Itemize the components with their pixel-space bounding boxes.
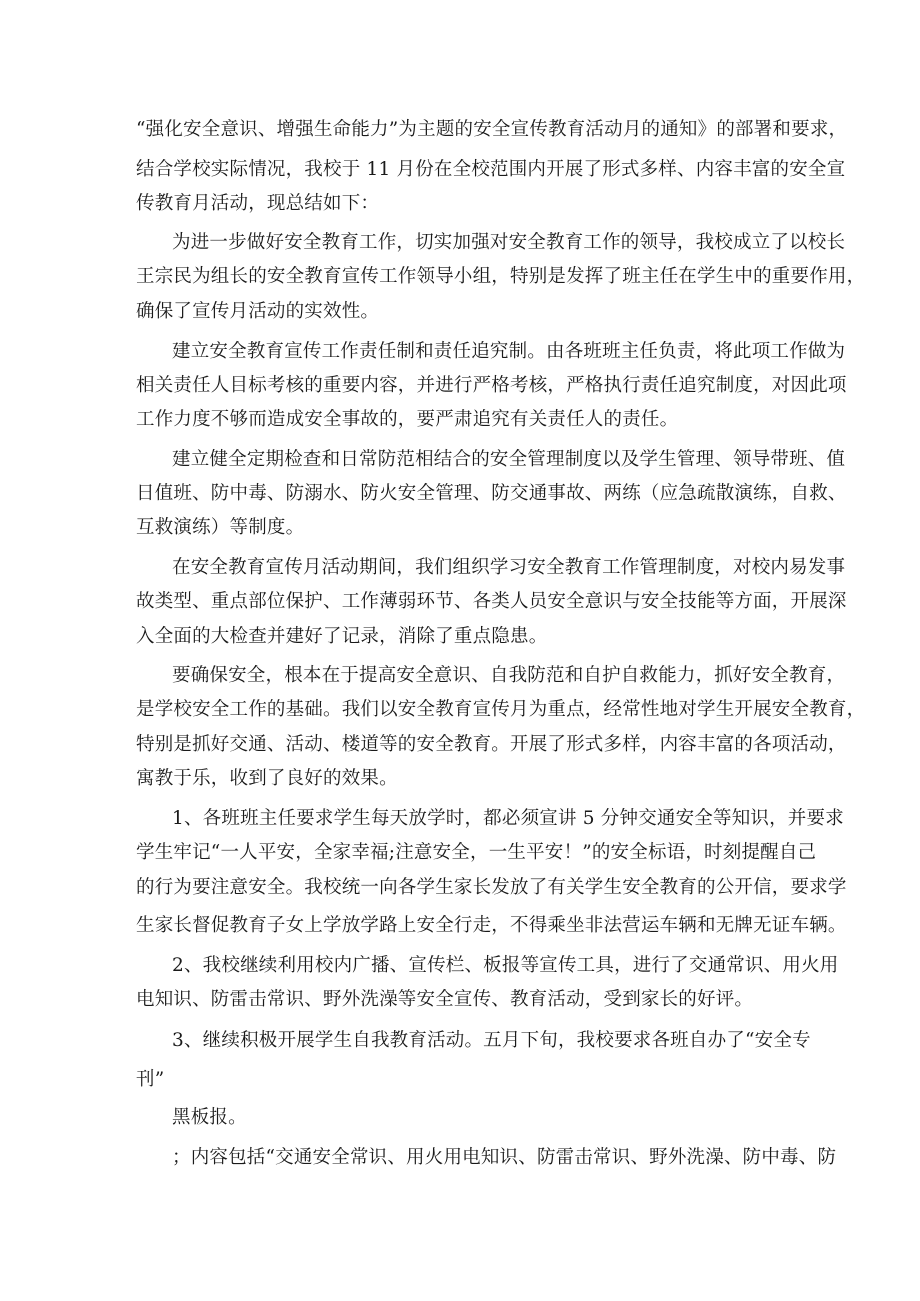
text-line: 3、继续积极开展学生自我教育活动。五月下旬，我校要求各班自办了“安全专 xyxy=(172,1030,811,1051)
text-line: 故类型、重点部位保护、工作薄弱环节、各类人员安全意识与安全技能等方面，开展深 xyxy=(136,591,847,612)
text-line: 生家长督促教育子女上学放学路上安全行走，不得乘坐非法营运车辆和无牌无证车辆。 xyxy=(136,915,847,936)
text-line: “强化安全意识、增强生命能力”为主题的安全宣传教育活动月的通知》的部署和要求， xyxy=(136,119,848,140)
text-line: 结合学校实际情况，我校于 11 月份在全校范围内开展了形式多样、内容丰富的安全宣 xyxy=(136,159,846,180)
text-line: 工作力度不够而造成安全事故的，要严肃追究有关责任人的责任。 xyxy=(136,409,679,430)
text-line: 刊” xyxy=(136,1069,165,1090)
text-line: 要确保安全，根本在于提高安全意识、自我防范和自护自救能力，抓好安全教育， xyxy=(172,665,846,686)
text-line: 是学校安全工作的基础。我们以安全教育宣传月为重点，经常性地对学生开展安全教育， xyxy=(136,699,866,720)
text-line: 王宗民为组长的安全教育宣传工作领导小组，特别是发挥了班主任在学生中的重要作用， xyxy=(136,266,866,287)
text-line: 日值班、防中毒、防溺水、防火安全管理、防交通事故、两练（应急疏散演练，自救、 xyxy=(136,483,847,504)
text-line: 建立健全定期检查和日常防范相结合的安全管理制度以及学生管理、领导带班、值 xyxy=(172,449,846,470)
text-line: 黑板报。 xyxy=(172,1107,247,1128)
text-line: 确保了宣传月活动的实效性。 xyxy=(136,301,380,322)
text-line: 寓教于乐，收到了良好的效果。 xyxy=(136,768,398,789)
text-line: 相关责任人目标考核的重要内容，并进行严格考核，严格执行责任追究制度，对因此项 xyxy=(136,375,847,396)
text-line: 2、我校继续利用校内广播、宣传栏、板报等宣传工具，进行了交通常识、用火用 xyxy=(172,955,839,976)
text-line: 入全面的大检查并建好了记录，消除了重点隐患。 xyxy=(136,626,548,647)
text-line: 1、各班班主任要求学生每天放学时，都必须宣讲 5 分钟交通安全等知识，并要求 xyxy=(172,808,844,829)
text-line: 传教育月活动，现总结如下： xyxy=(136,193,380,214)
text-line: 的行为要注意安全。我校统一向各学生家长发放了有关学生安全教育的公开信，要求学 xyxy=(136,877,847,898)
text-line: 建立安全教育宣传工作责任制和责任追究制。由各班班主任负责，将此项工作做为 xyxy=(172,341,846,362)
text-line: 为进一步做好安全教育工作，切实加强对安全教育工作的领导，我校成立了以校长 xyxy=(172,232,846,253)
text-line: 在安全教育宣传月活动期间，我们组织学习安全教育工作管理制度，对校内易发事 xyxy=(172,557,846,578)
text-line: 电知识、防雷击常识、野外洗澡等安全宣传、教育活动，受到家长的好评。 xyxy=(136,989,754,1010)
text-line: 特别是抓好交通、活动、楼道等的安全教育。开展了形式多样，内容丰富的各项活动， xyxy=(136,734,847,755)
text-line: 互救演练）等制度。 xyxy=(136,517,305,538)
text-line: 学生牢记“一人平安，全家幸福;注意安全，一生平安！”的安全标语，时刻提醒自己 xyxy=(136,842,817,863)
text-line: ；内容包括“交通安全常识、用火用电知识、防雷击常识、野外洗澡、防中毒、防 xyxy=(172,1147,837,1168)
